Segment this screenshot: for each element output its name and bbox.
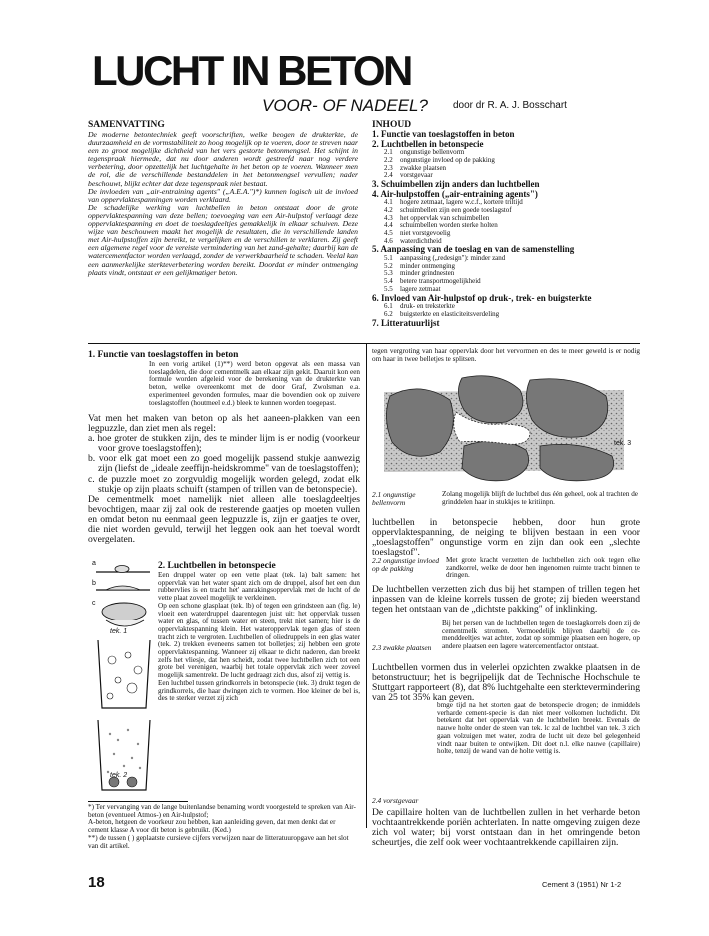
figure-tek3 xyxy=(380,372,628,482)
article-subtitle: VOOR- OF NADEEL? xyxy=(262,96,428,115)
toc-subsection-number: 4.5 xyxy=(384,229,393,237)
right-top-text: tegen vergroting van haar oppervlak door het vervormen en des te meer geweld is er nodig om haar in twee belletjes te splitsen. xyxy=(372,347,640,363)
article-title: LUCHT IN BETON xyxy=(92,47,411,94)
toc-subsection-number: 2.1 xyxy=(384,148,393,157)
toc-subsection-number: 5.1 xyxy=(384,254,393,262)
toc-section-title: Aanpassing van de toeslag en van de samenstelling xyxy=(380,244,575,255)
section-2-heading: 2. Luchtbellen in betonspecie xyxy=(158,561,276,571)
section-2-p3: Een luchtbel tussen grindkorrels in betonspecie (tek. 3) drukt tegen de grindkorrels, die haar dwingen zich te vormen. Hoe kleiner de bel is, des te sterker verzet zij zich xyxy=(158,678,360,703)
fig-label-tek3: tek. 3 xyxy=(614,440,632,447)
toc-subsection-number: 2.2 xyxy=(384,155,393,164)
toc-section-title: Invloed van Air-hulpstof op druk-, trek- en buigsterkte xyxy=(381,292,592,303)
toc-subsection-title: waterdichtheid xyxy=(400,236,442,245)
list-item-a: a. hoe groter de stukken zijn, des te minder lijm is er nodig (voorkeur voor grove toeslagstoffen); xyxy=(88,433,360,455)
inhoud-heading: INHOUD xyxy=(372,120,412,130)
toc-subsection-number: 5.3 xyxy=(384,269,393,278)
fig-label-b: b xyxy=(92,580,96,587)
section-1-body xyxy=(88,414,360,545)
table-of-contents xyxy=(372,130,632,328)
toc-subsection-title: betere transportmogelijkheid xyxy=(400,277,481,286)
toc-section-title: Litteratuurlijst xyxy=(381,317,440,328)
right-p2: De luchtbellen verzetten zich dus bij het stampen of trillen tegen het inpassen van de kleine korrels tussen de grote; zij bieden weerstand tegen het ontstaan van de „dichtste pakking" of inklinking. xyxy=(372,584,640,616)
right-p1: luchtbellen in betonspecie hebben, door hun grote oppervlaktespanning, de neiging te blijven bestaan in een voor „toeslagstoffen" ongunstige vorm en zijn dan ook een „slechte toeslagstof". xyxy=(372,517,640,559)
toc-subsection-number: 4.1 xyxy=(384,198,393,207)
page-number: 18 xyxy=(88,874,105,891)
toc-subsection-title: zwakke plaatsen xyxy=(400,163,447,172)
section-2-p1: Een druppel water op een vette plaat (tek. la) balt samen: het oppervlak van het water spant zich om de druppel, alsof het een dun rubbervlies is en tracht het' aanrakingsoppervlak met de lucht of de vette plaat zoveel mogelijk te verkleinen. xyxy=(158,571,360,603)
section-2-p2: Op een schone glasplaat (tek. lb) of tegen een grindsteen aan (fig. le) vloeit een waterdruppel daarentegen juist uit: het oppervlak tussen water en glas, of tussen water en steen, trekt niet samen; hier is de oppervlaktespanning klein. Het wateroppervlak tegen glas of steen tracht zich te vergroten. Luchtbellen of oliedruppels in een glas water (tek. 2) trekken eveneens samen tot bolletjes; zij hebben een grote oppervlaktespanning. Wanneer zij elkaar te dicht naderen, dan breekt zelfs het vliesje, dat hen scheidt, zodat twee luchtbellen zich tot een grote bel verenigen, waarbij het totale oppervlak zich weer zoveel mogelijk samentrekt. De lucht gedraagt zich dus, alsof zij vettig is. xyxy=(158,601,360,680)
toc-section-number: 3. xyxy=(372,179,379,189)
small-text-2-1: Zolang mogelijk blijft de luchtbel dus één geheel, ook al trachten de grinddelen haar in stukkjes te kritiinpn. xyxy=(442,490,638,506)
samenvatting-p1: De moderne betontechniek geeft voorschriften, welke beogen de drukterkte, de duurzaamheid en de vormstabiliteit zo hoog mogelijk op te voeren, door te streven naar een zo groot mogelijke dichtheid van het vers gestorte betonmengsel. Het schijnt in tegenspraak hiermede, dat nu door anderen wordt gestreefd naar nog verdere verbetering, door opzettelijk het luchtgehalte in het beton op te voeren. Wanneer men de rol, die de verschillende bestanddelen in het betonmengsel vervullen; nader beschouwt, blijkt echter dat deze tegenspraak niet bestaat. xyxy=(88,130,358,188)
toc-subsection-number: 6.2 xyxy=(384,309,393,318)
toc-subsection-number: 2.3 xyxy=(384,163,393,172)
toc-subsection-title: ongunstige invloed op de pakking xyxy=(400,155,495,164)
section-1-intro: In een vorig artikel (1)**) werd beton opgevat als een massa van toeslagdelen, die door cementmelk aan elkaar zijn gekit. Daaruit kon een formule worden afgeleid voor de berekening van de drukterkte van beton, welke overeenkomt met de door Graf, Zwolsman e.a. experimenteel gevonden formules, maar die bovendien ook op zuivere toeslagstoffen (houtmeel e.d.) bleek te kunnen worden toegepast. xyxy=(149,360,360,407)
toc-subsection-number: 4.6 xyxy=(384,236,393,245)
toc-subsection-title: schuimbellen zijn een goede toeslagstof xyxy=(400,205,512,214)
toc-section xyxy=(372,319,632,329)
footnote-3: **) de tussen ( ) geplaatste cursieve cijfers verwijzen naar de litteratuuropgave aan het slot van dit artikel. xyxy=(88,833,349,850)
toc-subsection-number: 5.5 xyxy=(384,284,393,293)
fig-label-tek1: tek. 1 xyxy=(110,628,128,635)
samenvatting-p3: De schadelijke werking van luchtbellen in beton ontstaat door de grote oppervlaktespanning van deze bellen; toevoeging van een Air-hulpstof verlaagt deze oppervlaktespanning en doet de toeslagdeeltjes gemakkelijk in elkaar schuiven. Deze wijze van beschouwen maakt het mogelijk de resultaten, die in verschillende landen met Air-hulpstoffen zijn bereikt, te vergelijken en de verschillen te verklaren. Zij geeft een algemene regel voor de vereiste vermindering van het zand-gehalte; daarbij kan de watercementfactor worden verlaagd, zonder de verwerkbaarheid te schaden. Veelal kan een aanmerkelijke sterkteverbetering worden bereikt. Doordat er minder ontmenging plaats vindt, ontstaat er een gelijkmatiger beton. xyxy=(88,202,358,277)
section-1-heading: 1. Functie van toeslagstoffen in beton xyxy=(88,350,239,360)
toc-subsection-title: vorstgevaar xyxy=(400,171,433,180)
journal-reference: Cement 3 (1951) Nr 1-2 xyxy=(542,880,622,889)
side-label-2-4: 2.4 vorstgevaar xyxy=(372,796,419,805)
list-item-c: c. de puzzle moet zo zorgvuldig mogelijk worden gelegd, zodat elk stukje op zijn plaats schuift (stampen of trillen van de betonspecie). xyxy=(88,473,360,495)
toc-section-number: 7. xyxy=(372,317,379,328)
toc-subsection-title: aanpassing („redesign"): minder zand xyxy=(400,254,506,262)
toc-section-number: 6. xyxy=(372,292,379,303)
author-line: door dr R. A. J. Bosschart xyxy=(453,100,567,111)
toc-section-number: 2. xyxy=(372,138,379,149)
side-label-2-2: 2.2 ongunstige invloed op de pakking xyxy=(372,556,440,573)
small-text-2-2: Met grote kracht verzetten de luchtbellen zich ook tegen elke zandkorrel, welke de door hen ingenomen ruimte tracht binnen te dringen. xyxy=(446,556,640,580)
footnote-rule xyxy=(88,801,188,802)
section-1-p3: De cementmelk moet namelijk niet alleen alle toeslagdeeltjes bevochtigen, maar zij zal ook de resterende gaatjes op moeten vullen en omdat beton nu eenmaal geen legpuzzle is, zijn er gaatjes te over, die niet worden gevuld, terwijl het leggen ook aan het toeval wordt overgelaten. xyxy=(88,493,360,546)
samenvatting-heading: SAMENVATTING xyxy=(88,120,165,130)
toc-subsection-number: 5.4 xyxy=(384,277,393,286)
section-2-body xyxy=(158,572,360,703)
toc-section-title: Functie van toeslagstoffen in beton xyxy=(381,129,515,139)
small-text-2-3: Bij het persen van de luchtbellen tegen de toeslagkorrels doen zij de cementmelk stromen. Vermoedelijk blijven daarbij de ce-menddeeltjes wat achter, zodat op sommige plaatsen een hogere, op andere plaatsen een lagere watercementfactor ontstaat. xyxy=(442,619,640,651)
toc-subsection-title: lagere zetmaat xyxy=(400,284,441,293)
toc-subsection-number: 4.2 xyxy=(384,205,393,214)
column-divider xyxy=(366,343,367,828)
toc-subsection-number: 4.4 xyxy=(384,221,393,230)
small-text-2-4: bmge tijd na het storten gaat de betonspecie drogen; de inmiddels verharde cement-specie is dan niet meer volkomen luchtdicht. Dit betekent dat het oppervlak van de luchtbellen breekt. Evenals de nauwe holte onder de steen van tek. lc zal de luchtbel van tek. 3 zich gaan volzuigen met water, zodra de lucht uit deze bel gelegenheid vindt naar buiten te ontwijken. Dit doet n.l. elke nauwe (capillaire) holte, tenzij de wand van de holte vettig is. xyxy=(437,701,640,756)
section-divider xyxy=(88,343,640,344)
samenvatting-p2: De invloeden van „air-entraining agents" („A.E.A.")*) kunnen logisch uit de invloed van oppervlaktespanningen worden verklaard. xyxy=(88,186,358,204)
fig-label-tek2: tek. 2 xyxy=(110,772,128,779)
toc-subsection-number: 4.3 xyxy=(384,213,393,222)
toc-subsection-title: minder grindnesten xyxy=(400,269,455,278)
toc-section-title: Schuimbellen zijn anders dan luchtbellen xyxy=(381,179,540,189)
toc-subsection-title: minder ontmenging xyxy=(400,261,456,270)
samenvatting-text xyxy=(88,131,358,277)
list-item-b: b. voor elk gat moet een zo goed mogelijk passend stukje aanwezig zijn (liefst de „ideale zeeffijn-heidskromme" van de toeslagstoffen); xyxy=(88,453,360,475)
footnote-2: A-beton, hetgeen de voorkeur zou hebben, kan aanleiding geven, dat men denkt dat er cement klasse A voor dit beton is gebruikt. (Ked.) xyxy=(88,818,336,835)
toc-subsection-title: buigsterkte en elasticiteitsverdeling xyxy=(400,309,500,318)
toc-subsection-title: het oppervlak van schuimbellen xyxy=(400,213,490,222)
section-1-p2: Vat men het maken van beton op als het aaneen-plakken van een legpuzzle, dan ziet men als regel: xyxy=(88,413,360,435)
toc-subsection-title: niet vorstgevoelig xyxy=(400,229,451,237)
side-label-2-1: 2.1 ongunstige bellenvorm xyxy=(372,490,416,507)
footnote-1: *) Ter vervanging van de lange buitenlandse benaming wordt voorgesteld te spreken van Air-beton (eventueel Atmos-) en Air-hulpstof; xyxy=(88,803,356,819)
fig-label-a: a xyxy=(92,560,96,567)
toc-section-number: 4. xyxy=(372,188,379,199)
toc-subsection-title: ongunstige bellenvorm xyxy=(400,148,465,157)
toc-subsection-number: 2.4 xyxy=(384,171,393,180)
toc-subsection-number: 6.1 xyxy=(384,302,393,311)
fig-label-c: c xyxy=(92,600,96,607)
right-p4: De capillaire holten van de luchtbellen zullen in het verharde beton vochtaantrekkende poriën achterlaten. In natte omgeving zuigen deze zich vol water; bij vorst ontstaan dan in het omringende beton scheurtjes, die zelf ook weer vochtaantrekkende capillairen zijn. xyxy=(372,807,640,849)
side-label-2-3: 2.3 zwakke plaatsen xyxy=(372,643,432,652)
figure-tek1-tek2 xyxy=(88,560,158,798)
toc-section-title: Luchtbellen in betonspecie xyxy=(381,138,484,149)
footnotes xyxy=(88,804,358,850)
right-p3: Luchtbellen vormen dus in velerlei opzichten zwakke plaatsen in de betonstructuur; het is begrijpelijk dat de Technische Hochschule te Stuttgart rapporteert (8), dat 8% luchtgehalte een sterktevermindering van 25 tot 35% kan geven. xyxy=(372,662,640,704)
toc-subsection-number: 5.2 xyxy=(384,261,393,270)
toc-subsection-title: druk- en treksterkte xyxy=(400,302,455,311)
toc-section-number: 5. xyxy=(372,244,379,255)
toc-subsection-title: hogere zetmaat, lagere w.c.f., kortere triltijd xyxy=(400,198,523,207)
toc-subsection-title: schuimbellen worden sterke holten xyxy=(400,221,498,230)
toc-section-number: 1. xyxy=(372,129,379,139)
toc-section-title: Air-hulpstoffen („air-entraining agents") xyxy=(380,188,538,199)
